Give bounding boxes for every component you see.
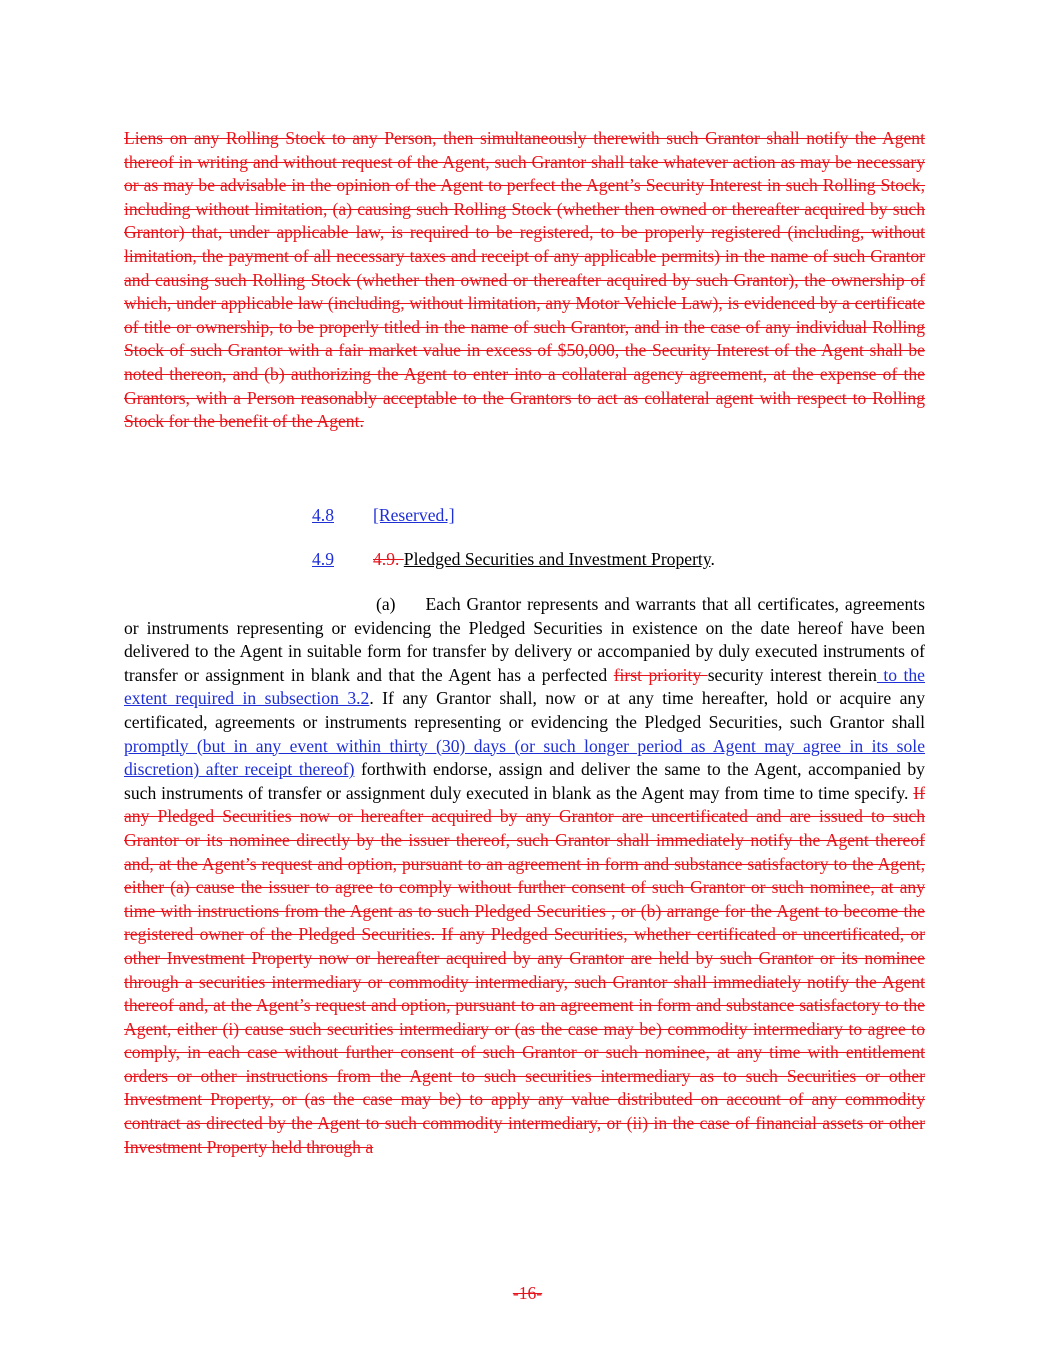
inserted-text: to the extent required in subsection 3.2: [124, 664, 925, 709]
deleted-text: first priority: [613, 664, 708, 685]
body-text: forthwith endorse, assign and deliver the same to the Agent, accompanied by such instruments of transfer or assignment duly executed in blank as the Agent may from time to time specify.: [124, 759, 925, 803]
paragraph-a: [124, 593, 925, 1159]
deleted-text: Liens on any Rolling Stock to any Person, then simultaneously therewith such Grantor shall notify the Agent thereof in writing and without request of the Agent, such Grantor shall take whatever action as may be necessary or as may be advisable in the opinion of the Agent to perfect the Agent’s Security Interest in such Rolling Stock, including without limitation, (a) causing such Rolling Stock (whether then owned or thereafter acquired by such Grantor) that, under applicable law, is required to be registered, to be properly registered (including, without limitation, the payment of all necessary taxes and receipt of any applicable permits) in the name of such Grantor and causing such Rolling Stock (whether then owned or thereafter acquired by such Grantor), the ownership of which, under applicable law (including, without limitation, any Motor Vehicle Law), is evidenced by a certificate of title or ownership, to be properly titled in the name of such Grantor, and in the case of any individual Rolling Stock of such Grantor with a fair market value in excess of $50,000, the Security Interest of the Agent shall be noted thereon, and (b) authorizing the Agent to enter into a collateral agency agreement, at the expense of the Grantors, with a Person reasonably acceptable to the Grantors to act as collateral agent with respect to Rolling Stock for the benefit of the Agent.: [124, 128, 925, 432]
page-footer: [0, 1282, 1055, 1304]
inserted-text: promptly (but in any event within thirty (30) days (or such longer period as Agent may agree in its sole discretion) after receipt thereof): [124, 735, 925, 780]
body-text: security interest therein: [707, 664, 877, 685]
deleted-section-number: 4.9.: [373, 549, 404, 569]
section-title-end: .: [710, 549, 715, 569]
section-number: 4.9: [312, 549, 334, 569]
intro-paragraph: [124, 127, 925, 434]
body-text: . If any Grantor shall, now or at any time hereafter, hold or acquire any certificated, agreements or instruments representing or evidencing the Pledged Securities, such Grantor shall: [124, 688, 925, 732]
deleted-text: If any Pledged Securities now or hereafter acquired by any Grantor are uncertificated and are issued to such Grantor or its nominee directly by the issuer thereof, such Grantor shall immediately notify the Agent thereof and, at the Agent’s request and option, pursuant to an agreement in form and substance satisfactory to the Agent, either (a) cause the issuer to agree to comply without further consent of such Grantor or such nominee, at any time with instructions from the Agent as to such Pledged Securities , or (b) arrange for the Agent to become the registered owner of the Pledged Securities. If any Pledged Securities, whether certificated or uncertificated, or other Investment Property now or hereafter acquired by any Grantor are held by such Grantor or its nominee through a securities intermediary or commodity intermediary, such Grantor shall immediately notify the Agent thereof and, at the Agent’s request and option, pursuant to an agreement in form and substance satisfactory to the Agent, either (i) cause such securities intermediary or (as the case may be) commodity intermediary to agree to comply, in each case without further consent of such Grantor or such nominee, at any time with entitlement orders or other instructions from the Agent to such securities intermediary as to such Securities or other Investment Property, or (as the case may be) to apply any value distributed on account of any commodity contract as directed by the Agent to such commodity intermediary, or (ii) in the case of financial assets or other Investment Property held through a: [124, 782, 925, 1157]
paragraph-label: (a): [376, 594, 396, 614]
section-number: 4.8: [312, 505, 334, 525]
section-title: Pledged Securities and Investment Property: [403, 549, 711, 569]
page-number: -16-: [512, 1283, 543, 1303]
body-text: Each Grantor represents and warrants that all certificates, agreements or instruments representing or evidencing the Pledged Securities in existence on the date hereof have been delivered to the Agent in suitable form for transfer by delivery or accompanied by duly executed instruments of transfer or assignment in blank and that the Agent has a perfected: [124, 594, 925, 685]
section-title-group: [373, 548, 715, 572]
section-title: [Reserved.]: [373, 505, 455, 525]
